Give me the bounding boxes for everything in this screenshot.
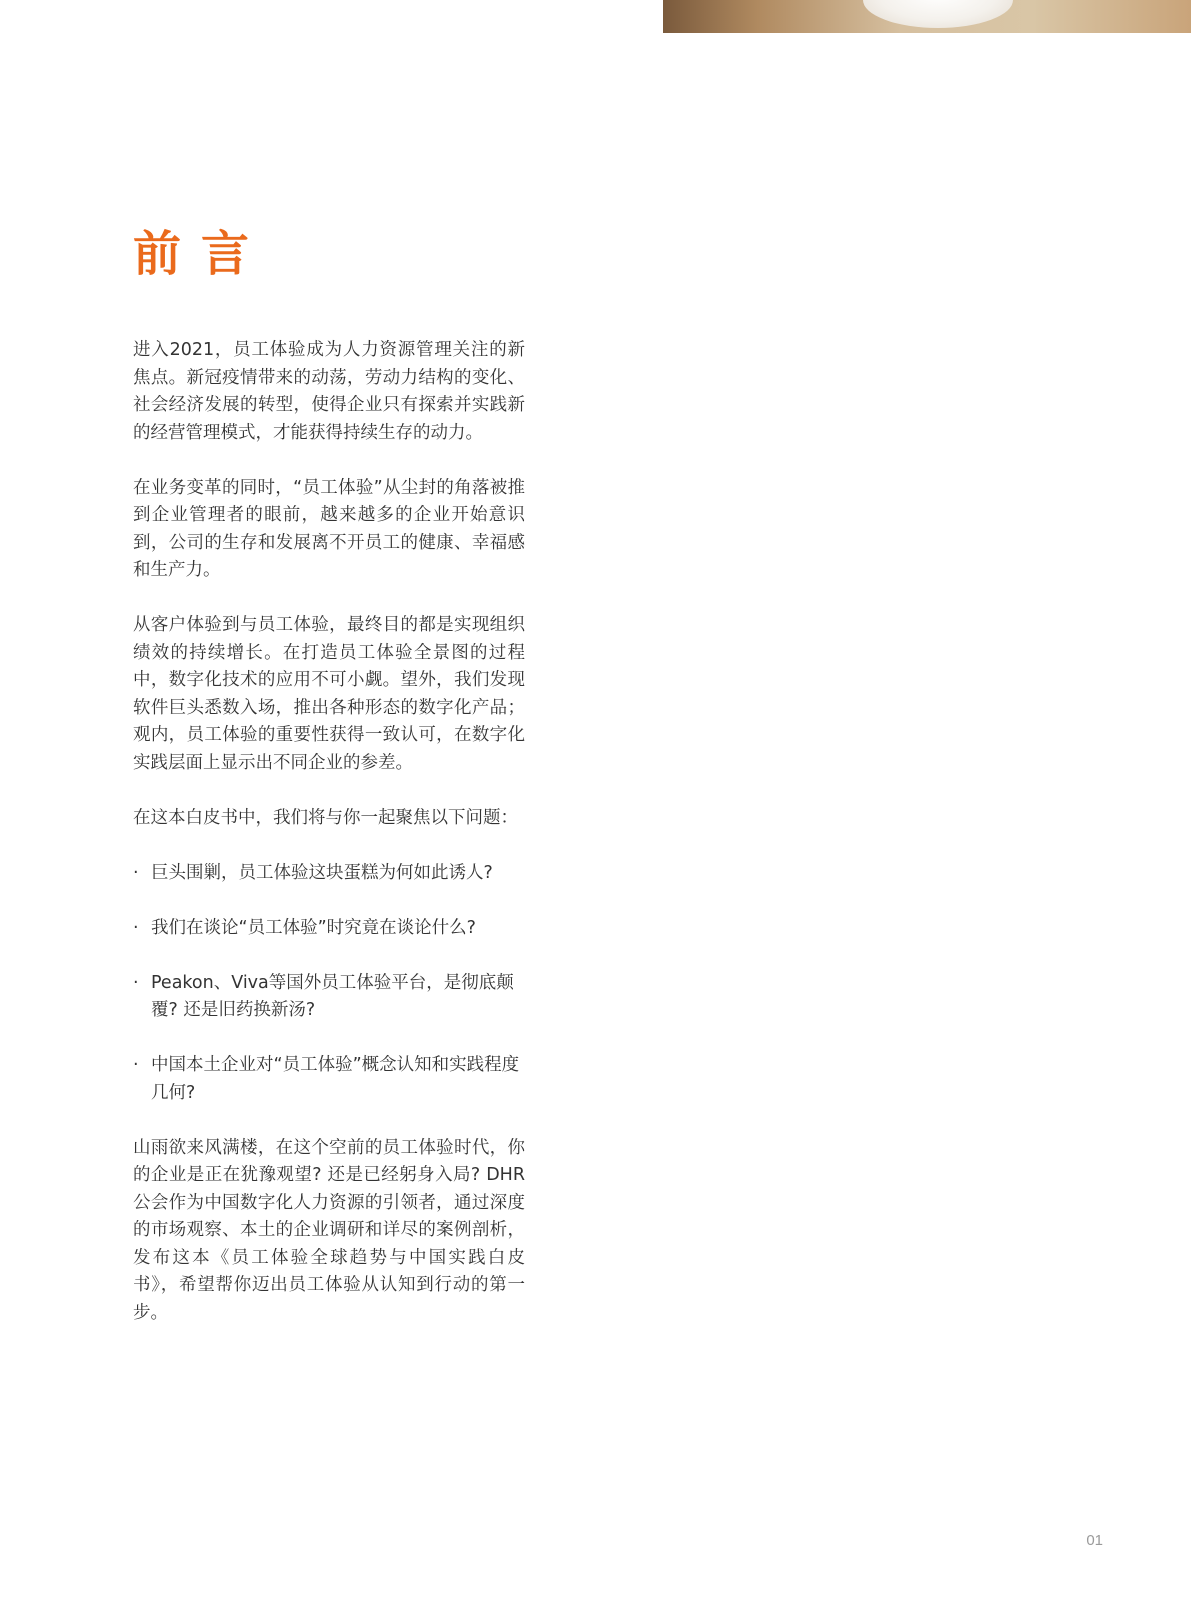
bullet-item (133, 1052, 525, 1107)
bullet-marker: · (133, 862, 139, 883)
page-number: 01 (1086, 1532, 1103, 1549)
bullet-marker: · (133, 1055, 139, 1075)
bullet-text: 巨头围剿，员工体验这块蛋糕为何如此诱人? (151, 862, 493, 883)
bullet-item (133, 915, 525, 943)
paragraph-3: 从客户体验到与员工体验，最终目的都是实现组织绩效的持续增长。在打造员工体验全景图的过程中，数字化技术的应用不可小觑。望外，我们发现软件巨头悉数入场，推出各种形态的数字化产品；观内，员工体验的重要性获得一致认可，在数字化实践层面上显示出不同企业的参差。 (133, 615, 525, 773)
bullet-marker: · (133, 972, 139, 993)
bullet-item (133, 970, 525, 1025)
paragraph-1: 进入2021，员工体验成为人力资源管理关注的新焦点。新冠疫情带来的动荡，劳动力结构的变化、社会经济发展的转型，使得企业只有探索并实践新的经营管理模式，才能获得持续生存的动力。 (133, 340, 525, 443)
bullet-marker: · (133, 917, 139, 938)
page-title: 前言 (133, 226, 270, 282)
coffee-cup-image (863, 0, 1013, 28)
paragraph-4: 在这本白皮书中，我们将与你一起聚焦以下问题： (133, 807, 518, 828)
bullet-text: 中国本土企业对“员工体验”概念认知和实践程度几何? (151, 1055, 520, 1103)
paragraph-2: 在业务变革的同时，“员工体验”从尘封的角落被推到企业管理者的眼前，越来越多的企业开始意识到，公司的生存和发展离不开员工的健康、幸福感和生产力。 (133, 477, 525, 580)
bullet-text: Peakon、Viva等国外员工体验平台，是彻底颠覆? 还是旧药换新汤? (151, 972, 514, 1020)
preface-body (133, 337, 525, 1327)
header-photo-strip (663, 0, 1191, 33)
bullet-text: 我们在谈论“员工体验”时究竟在谈论什么? (151, 917, 476, 938)
paragraph-5: 山雨欲来风满楼，在这个空前的员工体验时代，你的企业是正在犹豫观望? 还是已经躬身入局? DHR公会作为中国数字化人力资源的引领者，通过深度的市场观察、本土的企业调研和详尽的案例剖析，发布这本《员工体验全球趋势与中国实践白皮书》，希望帮你迈出员工体验从认知到行动的第一步。 (133, 1137, 525, 1323)
bullet-item (133, 860, 525, 888)
